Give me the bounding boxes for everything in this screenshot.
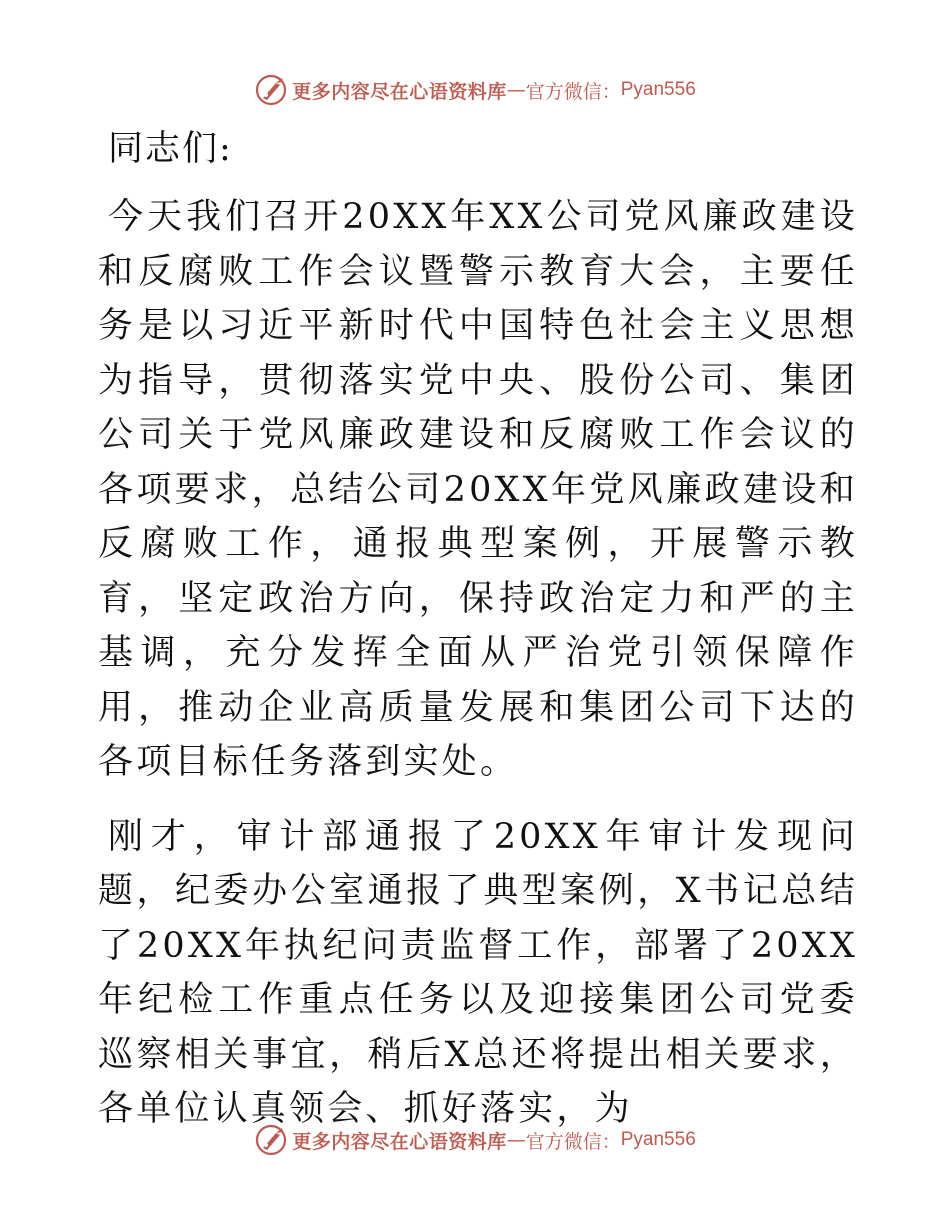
salutation: 同志们: [108,129,233,169]
quill-seal-icon [254,73,288,107]
footer-banner [0,1120,950,1160]
document-body [98,122,858,1157]
banner-main-text: 更多内容尽在心语资料库 [292,1130,507,1153]
banner-dash: — [506,79,526,101]
banner-wechat-id: Pyan556 [620,1129,696,1150]
banner-official-label: 官方微信： [525,80,621,103]
banner-dash: — [506,1129,526,1151]
paragraph-1: 今天我们召开20XX年XX公司党风廉政建设和反腐败工作会议暨警示教育大会，主要任务是以习近平新时代中国特色社会主义思想为指导，贯彻落实党中央、股份公司、集团公司关于党风廉政建设和反腐败工作会议的各项要求，总结公司20XX年党风廉政建设和反腐败工作，通报典型案例，开展警示教育，坚定政治方向，保持政治定力和严的主基调，充分发挥全面从严治党引领保障作用，推动企业高质量发展和集团公司下达的各项目标任务落到实处。 [98,197,858,782]
quill-seal-icon [254,1123,288,1157]
header-banner [0,70,950,110]
banner-official-label: 官方微信： [525,1130,621,1153]
paragraph-2: 刚才，审计部通报了20XX年审计发现问题，纪委办公室通报了典型案例，X书记总结了20XX年执纪问责监督工作，部署了20XX年纪检工作重点任务以及迎接集团公司党委巡察相关事宜，稍后X总还将提出相关要求，各单位认真领会、抓好落实，为 [98,816,858,1129]
banner-main-text: 更多内容尽在心语资料库 [292,80,507,103]
banner-wechat-id: Pyan556 [620,79,696,100]
